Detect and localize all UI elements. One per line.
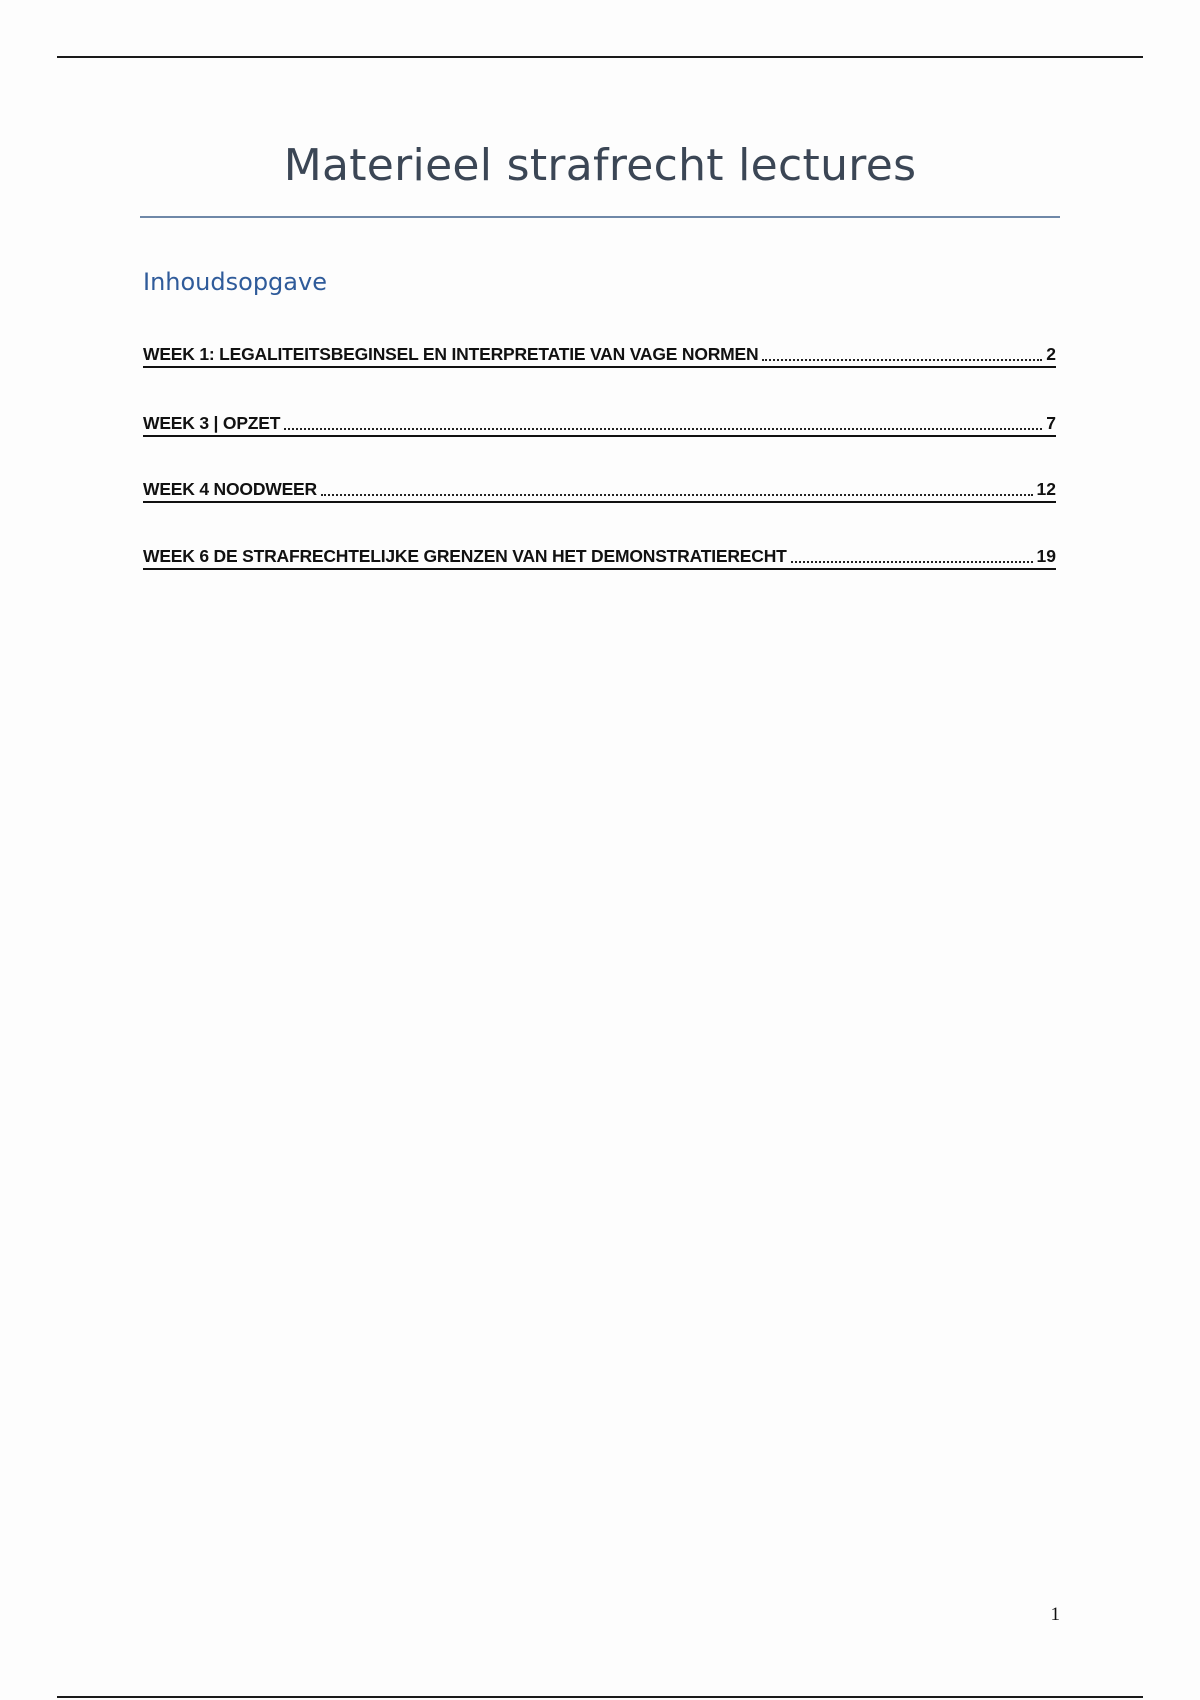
toc-entry-title: WEEK 6 DE STRAFRECHTELIJKE GRENZEN VAN HET DEMONSTRATIERECHT <box>143 546 787 566</box>
toc-entry-page: 2 <box>1046 344 1056 364</box>
title-underline <box>140 216 1060 218</box>
page-top-border <box>57 56 1143 58</box>
toc-entry-week-6[interactable] <box>143 542 1056 570</box>
toc-entry-title: WEEK 3 | OPZET <box>143 413 281 433</box>
toc-dot-leader <box>762 359 1042 361</box>
toc-entry-title: WEEK 1: LEGALITEITSBEGINSEL EN INTERPRETATIE VAN VAGE NORMEN <box>143 344 759 364</box>
document-title: Materieel strafrecht lectures <box>283 140 917 191</box>
toc-entry-page: 7 <box>1046 413 1056 433</box>
toc-entry-week-1[interactable] <box>143 340 1056 368</box>
toc-entry-week-3[interactable] <box>143 409 1056 437</box>
toc-dot-leader <box>284 428 1042 430</box>
toc-heading: Inhoudsopgave <box>143 268 327 296</box>
toc-dot-leader <box>321 494 1033 496</box>
page-number: 1 <box>1050 1604 1060 1625</box>
page-bottom-border <box>57 1696 1143 1698</box>
toc-entry-page: 19 <box>1036 546 1056 566</box>
toc-dot-leader <box>791 561 1033 563</box>
toc-entry-title: WEEK 4 NOODWEER <box>143 479 317 499</box>
toc-entry-week-4[interactable] <box>143 475 1056 503</box>
toc-entry-page: 12 <box>1036 479 1056 499</box>
